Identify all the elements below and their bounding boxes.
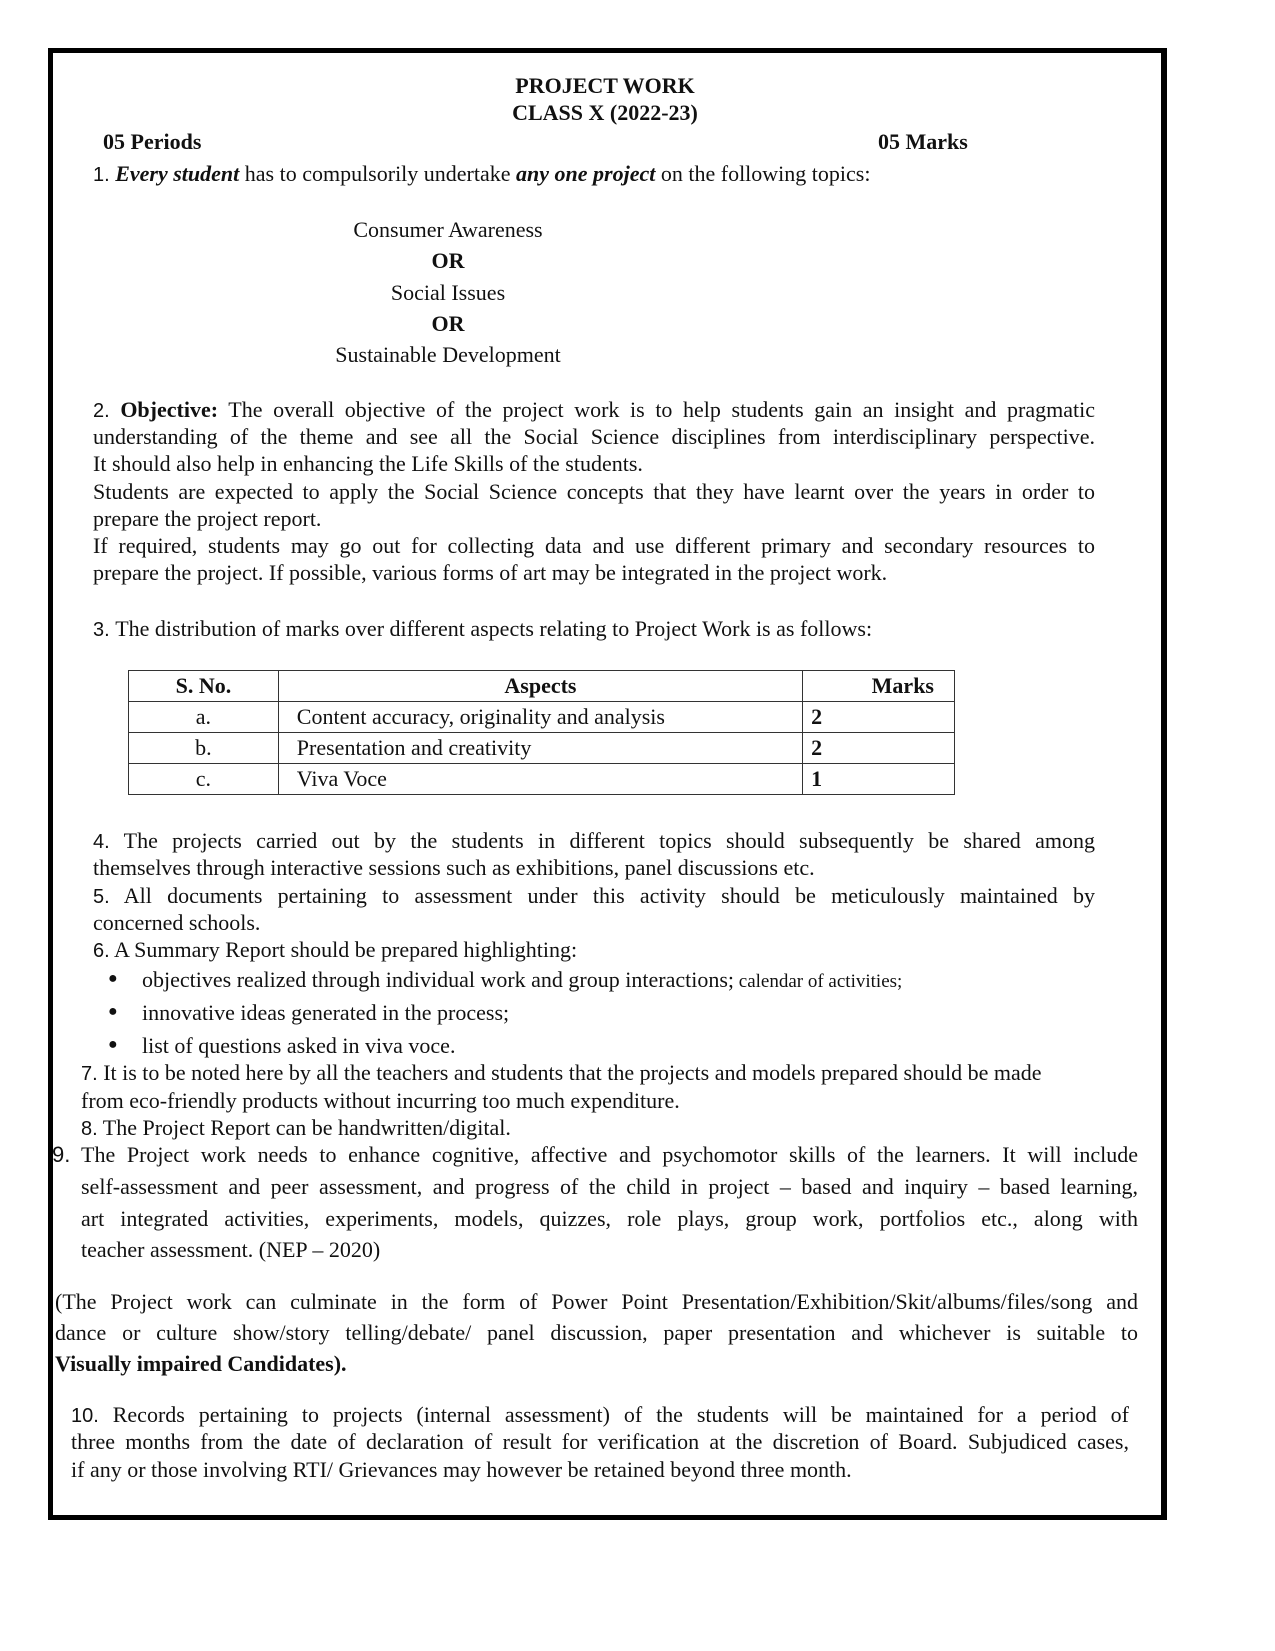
cell-aspect: Viva Voce <box>278 764 802 795</box>
note-line-2: dance or culture show/story telling/debate/ panel discussion, paper presentation and whichever is suitable to <box>55 1320 1138 1345</box>
topic-or: OR <box>431 311 465 336</box>
bullet-icon: ● <box>108 970 118 987</box>
table-row <box>129 764 955 795</box>
item-10-line-2: three months from the date of declaration of result for verification at the discretion of Board. Subjudiced cases, <box>71 1429 1129 1454</box>
cell-sno: b. <box>129 733 279 764</box>
item-text: A Summary Report should be prepared highlighting: <box>113 937 578 962</box>
item-text: on the following topics: <box>655 161 871 186</box>
cell-aspect: Content accuracy, originality and analysis <box>278 702 802 733</box>
item-10-line-1 <box>71 1401 1129 1430</box>
table-row <box>129 702 955 733</box>
item-number: 3. <box>93 619 110 641</box>
item-number: 4. <box>93 831 110 853</box>
item-number: 7. <box>81 1063 98 1085</box>
item-4-line-2: themselves through interactive sessions such as exhibitions, panel discussions etc. <box>93 855 815 880</box>
topic-or: OR <box>431 248 465 273</box>
objective-label: Objective: <box>120 397 219 422</box>
cell-marks: 2 <box>803 733 955 764</box>
item-text: The Project Report can be handwritten/digital. <box>102 1115 511 1140</box>
cell-sno: c. <box>129 764 279 795</box>
periods-label: 05 Periods <box>103 129 202 154</box>
item-7-line-1 <box>81 1059 1042 1088</box>
item-text: The overall objective of the project work is to help students gain an insight and pragmatic <box>228 397 1096 422</box>
item-number: 6. <box>93 940 110 962</box>
item-5-line-2: concerned schools. <box>93 910 261 935</box>
cell-sno: a. <box>129 702 279 733</box>
page-subtitle: CLASS X (2022-23) <box>512 100 698 125</box>
note-line-1: (The Project work can culminate in the form of Power Point Presentation/Exhibition/Skit/albums/files/song and <box>55 1289 1138 1314</box>
emphasis-every-student: Every student <box>115 161 240 186</box>
bullet-icon: ● <box>108 1036 118 1053</box>
table-row <box>129 733 955 764</box>
item-3 <box>93 615 872 644</box>
note-line-3: Visually impaired Candidates). <box>55 1351 347 1376</box>
item-2-line-6: If required, students may go out for collecting data and use different primary and secondary resources to <box>93 533 1095 558</box>
topic-sustainable-development: Sustainable Development <box>335 342 561 367</box>
item-text: The projects carried out by the students in different topics should subsequently be shared among <box>123 828 1095 853</box>
item-2-line-3: It should also help in enhancing the Life Skills of the students. <box>93 451 643 476</box>
item-text: The distribution of marks over different aspects relating to Project Work is as follows: <box>115 616 873 641</box>
item-2-line-1 <box>93 396 1095 425</box>
bullet-text-extra: calendar of activities; <box>734 971 903 992</box>
header-aspects: Aspects <box>278 671 802 702</box>
item-8 <box>81 1114 511 1143</box>
item-9-line-2: self-assessment and peer assessment, and progress of the child in project – based and inquiry – based learning, <box>81 1174 1138 1199</box>
cell-aspect: Presentation and creativity <box>278 733 802 764</box>
item-1 <box>93 160 870 189</box>
item-text: has to compulsorily undertake <box>239 161 517 186</box>
bullet-icon: ● <box>108 1003 118 1020</box>
marks-distribution-table <box>128 670 955 795</box>
item-5-line-1 <box>93 882 1095 911</box>
table-header-row <box>129 671 955 702</box>
item-9-line-1: The Project work needs to enhance cognitive, affective and psychomotor skills of the learners. It will include <box>81 1142 1138 1167</box>
cell-marks: 2 <box>803 702 955 733</box>
item-4-line-1 <box>93 827 1095 856</box>
item-6 <box>93 936 577 965</box>
item-2-line-4: Students are expected to apply the Social Science concepts that they have learnt over the years in order to <box>93 479 1095 504</box>
page-title: PROJECT WORK <box>515 73 695 98</box>
cell-marks: 1 <box>803 764 955 795</box>
item-10-line-3: if any or those involving RTI/ Grievances may however be retained beyond three month. <box>71 1457 852 1482</box>
item-9-line-3: art integrated activities, experiments, models, quizzes, role plays, group work, portfolios etc., along with <box>81 1206 1138 1231</box>
bullet-item: list of questions asked in viva voce. <box>142 1033 456 1058</box>
item-text: Records pertaining to projects (internal assessment) of the students will be maintained for a period of <box>112 1402 1130 1427</box>
item-number: 9. <box>52 1142 71 1167</box>
item-2-line-7: prepare the project. If possible, various forms of art may be integrated in the project work. <box>93 560 888 585</box>
item-number: 1. <box>93 164 110 186</box>
bullet-item <box>142 966 902 995</box>
item-number: 2. <box>93 400 110 422</box>
item-number: 10. <box>71 1405 99 1427</box>
item-text: It is to be noted here by all the teachers and students that the projects and models prepared should be made <box>103 1060 1042 1085</box>
item-9-line-4: teacher assessment. (NEP – 2020) <box>81 1237 381 1262</box>
item-7-line-2: from eco-friendly products without incurring too much expenditure. <box>81 1088 680 1113</box>
topic-consumer-awareness: Consumer Awareness <box>353 217 543 242</box>
item-number: 5. <box>93 886 110 908</box>
topic-social-issues: Social Issues <box>390 280 506 305</box>
item-2-line-2: understanding of the theme and see all the Social Science disciplines from interdisciplinary perspective. <box>93 424 1095 449</box>
header-marks: Marks <box>803 671 955 702</box>
bullet-item: innovative ideas generated in the process; <box>142 1000 510 1025</box>
emphasis-any-one-project: any one project <box>516 161 656 186</box>
item-2-line-5: prepare the project report. <box>93 506 322 531</box>
bullet-text: objectives realized through individual work and group interactions; <box>142 967 735 992</box>
header-sno: S. No. <box>129 671 279 702</box>
marks-label: 05 Marks <box>878 129 968 154</box>
item-text: All documents pertaining to assessment under this activity should be meticulously maintained by <box>123 883 1095 908</box>
item-number: 8. <box>81 1118 98 1140</box>
